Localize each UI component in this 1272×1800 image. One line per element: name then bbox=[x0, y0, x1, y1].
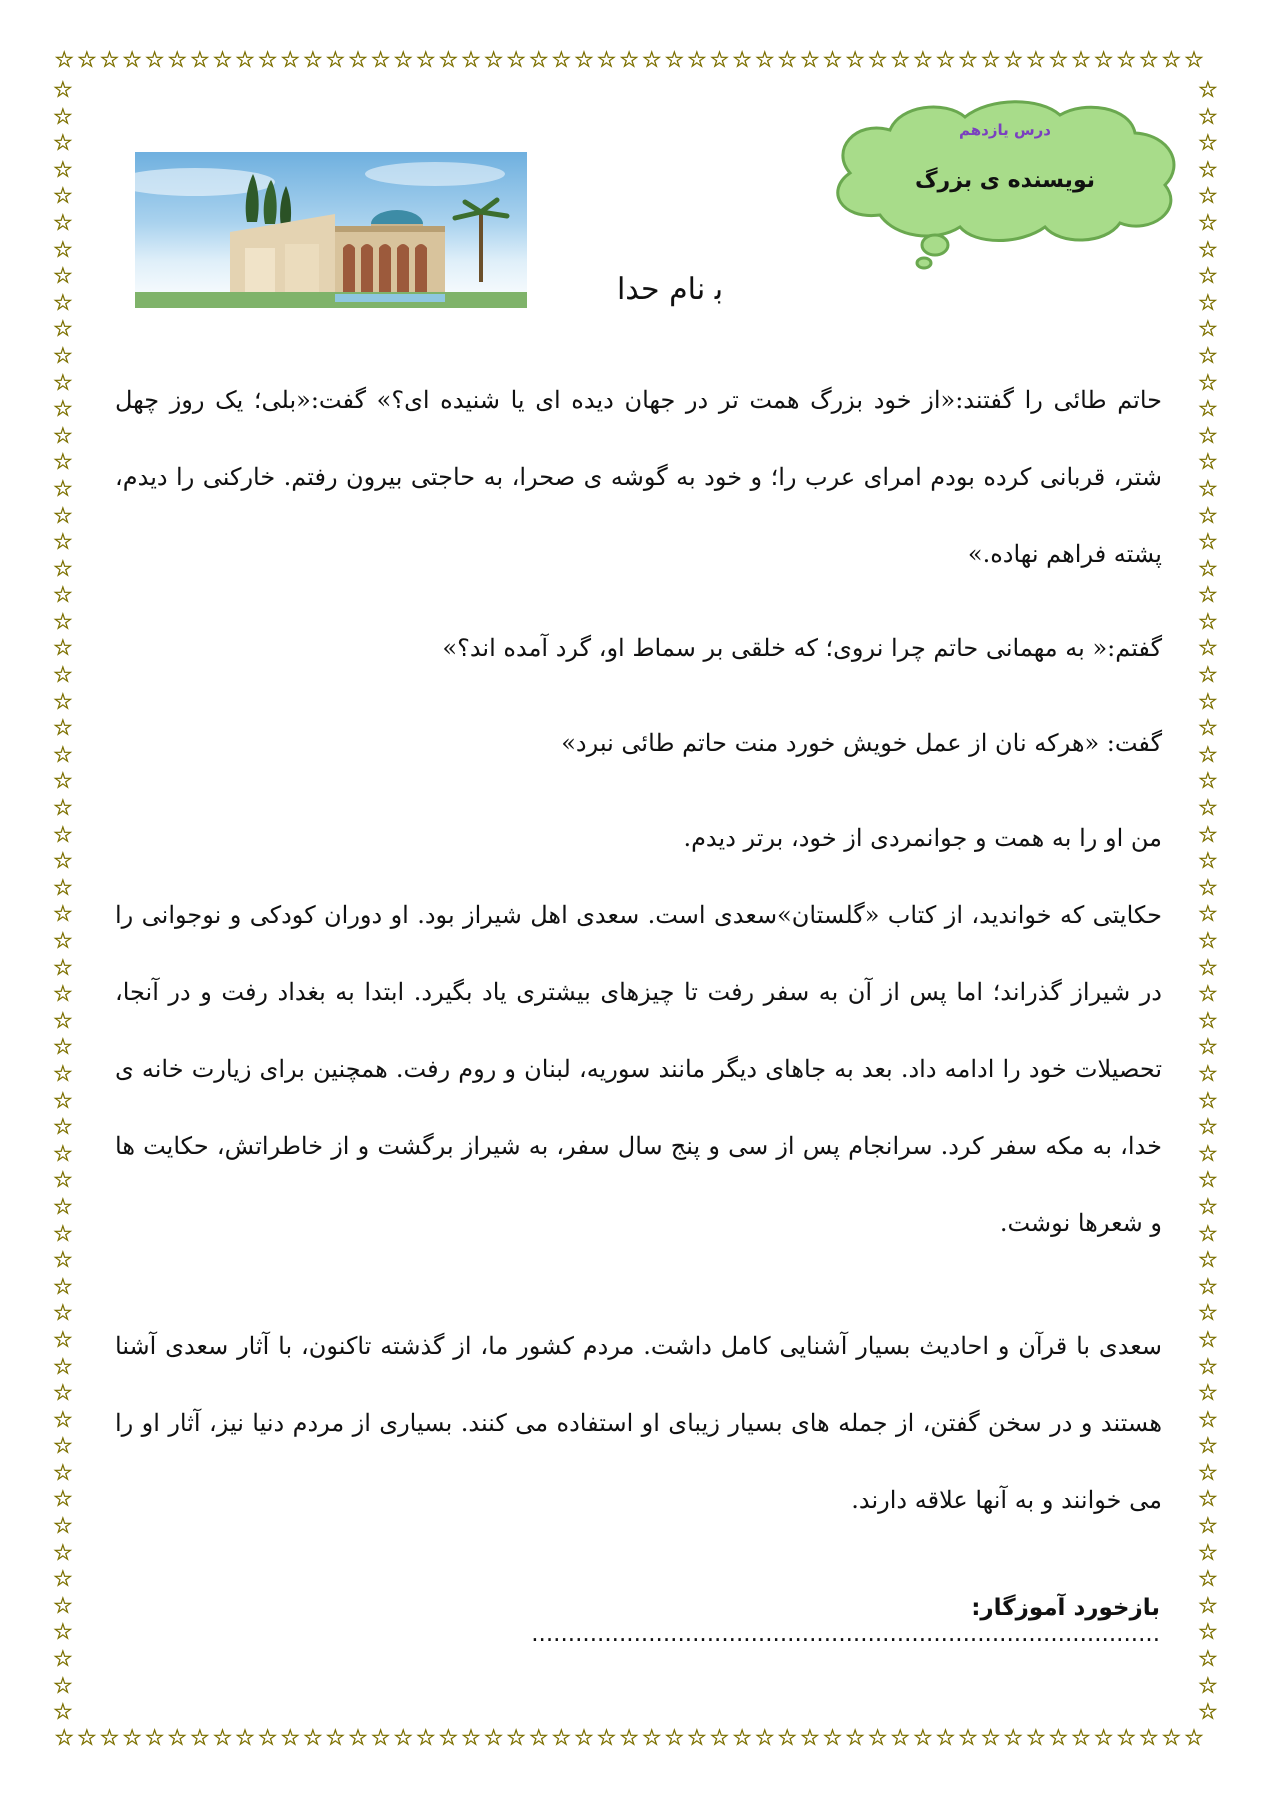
star-icon: ☆ bbox=[1198, 184, 1218, 210]
paragraph-5: حکایتی که خواندید، از کتاب «گلستان»سعدی است. سعدی اهل شیراز بود. او دوران کودکی و نوجوانی را در شیراز گذراند؛ اما پس از آن به سفر رفت تا چیزهای بیشتری یاد بگیرد. ابتدا به بغداد رفت و در آنجا، تحصیلات خود را ادامه داد. بعد به جاهای دیگر مانند سوریه، لبنان و روم رفت. همچنین برای زیارت خانه ی خدا، به مکه سفر کرد. سرانجام پس از سی و پنج سال سفر، به شیراز برگشت و از خاطراتش، حکایت ها و شعرها نوشت. bbox=[115, 901, 1162, 1237]
star-icon: ☆ bbox=[890, 48, 911, 73]
star-icon: ☆ bbox=[1198, 1567, 1218, 1593]
star-icon: ☆ bbox=[53, 1540, 73, 1566]
star-icon: ☆ bbox=[415, 48, 436, 73]
star-icon: ☆ bbox=[53, 1061, 73, 1087]
star-icon: ☆ bbox=[53, 663, 73, 689]
star-icon: ☆ bbox=[1048, 1726, 1069, 1751]
star-icon: ☆ bbox=[1025, 48, 1046, 73]
star-icon: ☆ bbox=[1198, 689, 1218, 715]
star-icon: ☆ bbox=[506, 1726, 527, 1751]
star-icon: ☆ bbox=[1198, 663, 1218, 689]
star-icon: ☆ bbox=[980, 1726, 1001, 1751]
star-icon: ☆ bbox=[257, 48, 278, 73]
star-icon: ☆ bbox=[53, 1168, 73, 1194]
star-icon: ☆ bbox=[53, 556, 73, 582]
star-icon: ☆ bbox=[528, 1726, 549, 1751]
star-icon: ☆ bbox=[415, 1726, 436, 1751]
star-icon: ☆ bbox=[53, 689, 73, 715]
star-icon: ☆ bbox=[912, 1726, 933, 1751]
star-icon: ☆ bbox=[348, 48, 368, 73]
star-icon: ☆ bbox=[664, 1726, 685, 1751]
star-icon: ☆ bbox=[438, 1726, 459, 1751]
star-icon: ☆ bbox=[1116, 48, 1137, 73]
star-icon: ☆ bbox=[1071, 1726, 1091, 1751]
star-icon: ☆ bbox=[596, 1726, 617, 1751]
star-icon: ☆ bbox=[167, 48, 188, 73]
star-icon: ☆ bbox=[325, 48, 346, 73]
star-icon: ☆ bbox=[53, 1647, 73, 1673]
star-icon: ☆ bbox=[1093, 1726, 1114, 1751]
star-icon: ☆ bbox=[53, 875, 73, 901]
star-icon: ☆ bbox=[1198, 1008, 1218, 1034]
star-icon: ☆ bbox=[1198, 1673, 1218, 1699]
star-icon: ☆ bbox=[1198, 1487, 1218, 1513]
star-icon: ☆ bbox=[1184, 1726, 1204, 1751]
star-icon: ☆ bbox=[370, 48, 391, 73]
star-icon: ☆ bbox=[1198, 822, 1218, 848]
star-icon: ☆ bbox=[53, 370, 73, 396]
star-icon: ☆ bbox=[483, 1726, 504, 1751]
star-icon: ☆ bbox=[325, 1726, 346, 1751]
star-icon: ☆ bbox=[53, 982, 73, 1008]
star-icon: ☆ bbox=[574, 48, 594, 73]
star-icon: ☆ bbox=[732, 1726, 752, 1751]
star-icon: ☆ bbox=[53, 423, 73, 449]
star-icon: ☆ bbox=[1198, 343, 1218, 369]
star-icon: ☆ bbox=[574, 1726, 594, 1751]
star-icon: ☆ bbox=[1198, 1434, 1218, 1460]
star-icon: ☆ bbox=[53, 476, 73, 502]
star-icon: ☆ bbox=[144, 1726, 165, 1751]
star-icon: ☆ bbox=[53, 503, 73, 529]
star-icon: ☆ bbox=[551, 1726, 572, 1751]
star-icon: ☆ bbox=[1198, 530, 1218, 556]
star-icon: ☆ bbox=[235, 48, 255, 73]
feedback-label: بازخورد آموزگار: bbox=[971, 1595, 1160, 1621]
star-icon: ☆ bbox=[393, 1726, 414, 1751]
star-icon: ☆ bbox=[867, 48, 888, 73]
star-icon: ☆ bbox=[800, 1726, 820, 1751]
star-icon: ☆ bbox=[144, 48, 165, 73]
star-icon: ☆ bbox=[53, 1274, 73, 1300]
star-icon: ☆ bbox=[235, 1726, 255, 1751]
star-icon: ☆ bbox=[845, 48, 865, 73]
star-icon: ☆ bbox=[53, 131, 73, 157]
star-icon: ☆ bbox=[99, 48, 120, 73]
star-icon: ☆ bbox=[1198, 1700, 1218, 1726]
star-icon: ☆ bbox=[53, 78, 73, 103]
star-icon: ☆ bbox=[53, 822, 73, 848]
star-icon: ☆ bbox=[1198, 1514, 1218, 1540]
star-icon: ☆ bbox=[1198, 1088, 1218, 1114]
star-border-right bbox=[1198, 78, 1218, 1727]
star-icon: ☆ bbox=[77, 48, 97, 73]
star-icon: ☆ bbox=[687, 1726, 707, 1751]
star-icon: ☆ bbox=[53, 1354, 73, 1380]
star-icon: ☆ bbox=[709, 48, 730, 73]
star-icon: ☆ bbox=[53, 1407, 73, 1433]
star-icon: ☆ bbox=[980, 48, 1001, 73]
star-icon: ☆ bbox=[1198, 423, 1218, 449]
star-icon: ☆ bbox=[1198, 210, 1218, 236]
star-icon: ☆ bbox=[1198, 556, 1218, 582]
star-icon: ☆ bbox=[1198, 1407, 1218, 1433]
star-icon: ☆ bbox=[461, 1726, 481, 1751]
star-icon: ☆ bbox=[53, 210, 73, 236]
star-icon: ☆ bbox=[935, 48, 956, 73]
star-icon: ☆ bbox=[1138, 1726, 1159, 1751]
star-icon: ☆ bbox=[1198, 1301, 1218, 1327]
star-icon: ☆ bbox=[641, 48, 662, 73]
star-icon: ☆ bbox=[1198, 902, 1218, 928]
star-icon: ☆ bbox=[1161, 48, 1182, 73]
star-icon: ☆ bbox=[1198, 78, 1218, 103]
star-icon: ☆ bbox=[958, 1726, 978, 1751]
star-icon: ☆ bbox=[53, 184, 73, 210]
star-icon: ☆ bbox=[302, 48, 323, 73]
star-icon: ☆ bbox=[845, 1726, 865, 1751]
star-icon: ☆ bbox=[99, 1726, 120, 1751]
star-icon: ☆ bbox=[53, 1194, 73, 1220]
teacher-feedback bbox=[360, 1595, 1160, 1647]
star-icon: ☆ bbox=[1198, 397, 1218, 423]
star-icon: ☆ bbox=[1198, 503, 1218, 529]
star-icon: ☆ bbox=[1198, 796, 1218, 822]
star-icon: ☆ bbox=[1198, 929, 1218, 954]
star-icon: ☆ bbox=[53, 1673, 73, 1699]
star-icon: ☆ bbox=[53, 1141, 73, 1167]
star-icon: ☆ bbox=[53, 1035, 73, 1061]
star-icon: ☆ bbox=[1198, 1035, 1218, 1061]
star-icon: ☆ bbox=[53, 1301, 73, 1327]
star-icon: ☆ bbox=[822, 48, 843, 73]
star-icon: ☆ bbox=[619, 1726, 639, 1751]
star-icon: ☆ bbox=[1003, 1726, 1024, 1751]
star-icon: ☆ bbox=[664, 48, 685, 73]
star-icon: ☆ bbox=[53, 237, 73, 263]
paragraph-4: من او را به همت و جوانمردی از خود، برتر دیدم. bbox=[683, 824, 1162, 852]
star-icon: ☆ bbox=[53, 1514, 73, 1540]
paragraph-6: سعدی با قرآن و احادیث بسیار آشنایی کامل داشت. مردم کشور ما، از گذشته تاکنون، با آثار سعدی آشنا هستند و در سخن گفتن، از جمله های بسیار زیبای او استفاده می کنند. بسیاری از مردم دنیا نیز، آثار او را می خوانند و به آنها علاقه دارند. bbox=[115, 1332, 1162, 1514]
star-icon: ☆ bbox=[53, 1248, 73, 1274]
star-icon: ☆ bbox=[53, 849, 73, 875]
star-icon: ☆ bbox=[280, 1726, 301, 1751]
star-icon: ☆ bbox=[1003, 48, 1024, 73]
star-icon: ☆ bbox=[958, 48, 978, 73]
star-border-bottom bbox=[53, 1728, 1205, 1750]
star-icon: ☆ bbox=[1198, 1248, 1218, 1274]
star-icon: ☆ bbox=[77, 1726, 97, 1751]
star-border-top bbox=[53, 50, 1205, 72]
star-icon: ☆ bbox=[53, 1381, 73, 1407]
star-icon: ☆ bbox=[212, 48, 233, 73]
star-icon: ☆ bbox=[348, 1726, 368, 1751]
star-icon: ☆ bbox=[1198, 1115, 1218, 1141]
star-icon: ☆ bbox=[54, 1726, 75, 1751]
star-icon: ☆ bbox=[1198, 742, 1218, 768]
star-icon: ☆ bbox=[1198, 237, 1218, 263]
star-icon: ☆ bbox=[1198, 609, 1218, 635]
star-icon: ☆ bbox=[1198, 875, 1218, 901]
saadi-tomb-image bbox=[135, 152, 527, 308]
star-icon: ☆ bbox=[257, 1726, 278, 1751]
star-icon: ☆ bbox=[53, 902, 73, 928]
star-icon: ☆ bbox=[1184, 48, 1204, 73]
star-icon: ☆ bbox=[732, 48, 752, 73]
paragraph-1: حاتم طائی را گفتند:«از خود بزرگ همت تر در جهان دیده ای یا شنیده ای؟» گفت:«بلی؛ یک روز چهل شتر، قربانی کرده بودم امرای عرب را؛ و خود به گوشه ی صحرا، به حاجتی بیرون رفتم. خارکنی را دیدم، پشته فراهم نهاده.» bbox=[115, 386, 1162, 568]
star-icon: ☆ bbox=[53, 397, 73, 423]
star-icon: ☆ bbox=[53, 609, 73, 635]
star-icon: ☆ bbox=[1198, 769, 1218, 795]
star-icon: ☆ bbox=[1198, 1327, 1218, 1353]
star-icon: ☆ bbox=[687, 48, 707, 73]
star-icon: ☆ bbox=[53, 1434, 73, 1460]
star-icon: ☆ bbox=[53, 1460, 73, 1486]
star-icon: ☆ bbox=[1198, 1381, 1218, 1407]
star-icon: ☆ bbox=[1198, 1647, 1218, 1673]
star-icon: ☆ bbox=[370, 1726, 391, 1751]
star-icon: ☆ bbox=[53, 1700, 73, 1726]
star-icon: ☆ bbox=[438, 48, 459, 73]
star-icon: ☆ bbox=[1198, 849, 1218, 875]
star-icon: ☆ bbox=[53, 1008, 73, 1034]
star-icon: ☆ bbox=[1198, 264, 1218, 290]
star-icon: ☆ bbox=[280, 48, 301, 73]
star-icon: ☆ bbox=[528, 48, 549, 73]
star-icon: ☆ bbox=[709, 1726, 730, 1751]
star-icon: ☆ bbox=[1025, 1726, 1046, 1751]
star-icon: ☆ bbox=[1161, 1726, 1182, 1751]
star-icon: ☆ bbox=[641, 1726, 662, 1751]
star-icon: ☆ bbox=[506, 48, 527, 73]
star-icon: ☆ bbox=[53, 1567, 73, 1593]
star-icon: ☆ bbox=[461, 48, 481, 73]
star-icon: ☆ bbox=[53, 929, 73, 954]
star-icon: ☆ bbox=[1198, 1194, 1218, 1220]
star-icon: ☆ bbox=[1071, 48, 1091, 73]
star-icon: ☆ bbox=[1198, 157, 1218, 183]
star-icon: ☆ bbox=[596, 48, 617, 73]
star-icon: ☆ bbox=[1198, 1141, 1218, 1167]
star-icon: ☆ bbox=[1198, 1274, 1218, 1300]
star-icon: ☆ bbox=[53, 796, 73, 822]
star-icon: ☆ bbox=[212, 1726, 233, 1751]
star-icon: ☆ bbox=[53, 1620, 73, 1646]
star-icon: ☆ bbox=[53, 1487, 73, 1513]
star-icon: ☆ bbox=[1198, 1061, 1218, 1087]
feedback-blank[interactable]: ...................................................................................... bbox=[531, 1621, 1160, 1647]
star-icon: ☆ bbox=[53, 157, 73, 183]
star-icon: ☆ bbox=[53, 1593, 73, 1619]
star-icon: ☆ bbox=[1198, 1354, 1218, 1380]
star-icon: ☆ bbox=[53, 955, 73, 981]
star-icon: ☆ bbox=[935, 1726, 956, 1751]
star-icon: ☆ bbox=[53, 530, 73, 556]
star-icon: ☆ bbox=[1198, 1540, 1218, 1566]
paragraph-2: گفتم:« به مهمانی حاتم چرا نروی؛ که خلقی بر سماط او، گرد آمده اند؟» bbox=[442, 634, 1162, 662]
star-icon: ☆ bbox=[54, 48, 75, 73]
star-icon: ☆ bbox=[189, 48, 210, 73]
star-icon: ☆ bbox=[1198, 1221, 1218, 1247]
star-icon: ☆ bbox=[53, 636, 73, 662]
star-icon: ☆ bbox=[754, 1726, 775, 1751]
paragraph-3: گفت: «هرکه نان از عمل خویش خورد منت حاتم طائی نبرد» bbox=[561, 729, 1162, 757]
star-icon: ☆ bbox=[53, 1327, 73, 1353]
star-icon: ☆ bbox=[1048, 48, 1069, 73]
star-icon: ☆ bbox=[122, 48, 142, 73]
star-icon: ☆ bbox=[53, 317, 73, 343]
star-icon: ☆ bbox=[53, 1221, 73, 1247]
star-icon: ☆ bbox=[1138, 48, 1159, 73]
star-icon: ☆ bbox=[1198, 982, 1218, 1008]
star-icon: ☆ bbox=[619, 48, 639, 73]
star-icon: ☆ bbox=[1198, 370, 1218, 396]
star-icon: ☆ bbox=[53, 583, 73, 609]
star-icon: ☆ bbox=[1198, 131, 1218, 157]
star-icon: ☆ bbox=[1198, 104, 1218, 130]
star-icon: ☆ bbox=[551, 48, 572, 73]
lesson-number: درس یازدهم bbox=[958, 121, 1051, 139]
star-icon: ☆ bbox=[1198, 583, 1218, 609]
star-icon: ☆ bbox=[53, 742, 73, 768]
star-icon: ☆ bbox=[53, 450, 73, 476]
star-icon: ☆ bbox=[53, 290, 73, 316]
star-icon: ☆ bbox=[1198, 476, 1218, 502]
star-icon: ☆ bbox=[777, 48, 798, 73]
star-icon: ☆ bbox=[302, 1726, 323, 1751]
star-icon: ☆ bbox=[1198, 1620, 1218, 1646]
star-icon: ☆ bbox=[53, 1115, 73, 1141]
star-icon: ☆ bbox=[53, 264, 73, 290]
star-icon: ☆ bbox=[122, 1726, 142, 1751]
star-icon: ☆ bbox=[777, 1726, 798, 1751]
tomb-illustration bbox=[135, 152, 527, 308]
star-icon: ☆ bbox=[53, 716, 73, 742]
star-border-left bbox=[53, 78, 73, 1727]
star-icon: ☆ bbox=[867, 1726, 888, 1751]
document-title: ﺑ ﻧﺎم ﺣﺪا bbox=[616, 272, 724, 307]
star-icon: ☆ bbox=[53, 104, 73, 130]
star-icon: ☆ bbox=[754, 48, 775, 73]
star-icon: ☆ bbox=[393, 48, 414, 73]
star-icon: ☆ bbox=[1093, 48, 1114, 73]
star-icon: ☆ bbox=[53, 769, 73, 795]
star-icon: ☆ bbox=[189, 1726, 210, 1751]
star-icon: ☆ bbox=[1198, 1168, 1218, 1194]
star-icon: ☆ bbox=[53, 1088, 73, 1114]
star-icon: ☆ bbox=[1198, 317, 1218, 343]
lesson-title: نویسنده ی بزرگ bbox=[915, 168, 1095, 193]
star-icon: ☆ bbox=[1198, 636, 1218, 662]
star-icon: ☆ bbox=[1116, 1726, 1137, 1751]
star-icon: ☆ bbox=[890, 1726, 911, 1751]
star-icon: ☆ bbox=[1198, 450, 1218, 476]
star-icon: ☆ bbox=[167, 1726, 188, 1751]
star-icon: ☆ bbox=[800, 48, 820, 73]
star-icon: ☆ bbox=[1198, 716, 1218, 742]
star-icon: ☆ bbox=[1198, 955, 1218, 981]
star-icon: ☆ bbox=[1198, 290, 1218, 316]
star-icon: ☆ bbox=[1198, 1460, 1218, 1486]
star-icon: ☆ bbox=[483, 48, 504, 73]
star-icon: ☆ bbox=[822, 1726, 843, 1751]
star-icon: ☆ bbox=[53, 343, 73, 369]
star-icon: ☆ bbox=[912, 48, 933, 73]
star-icon: ☆ bbox=[1198, 1593, 1218, 1619]
